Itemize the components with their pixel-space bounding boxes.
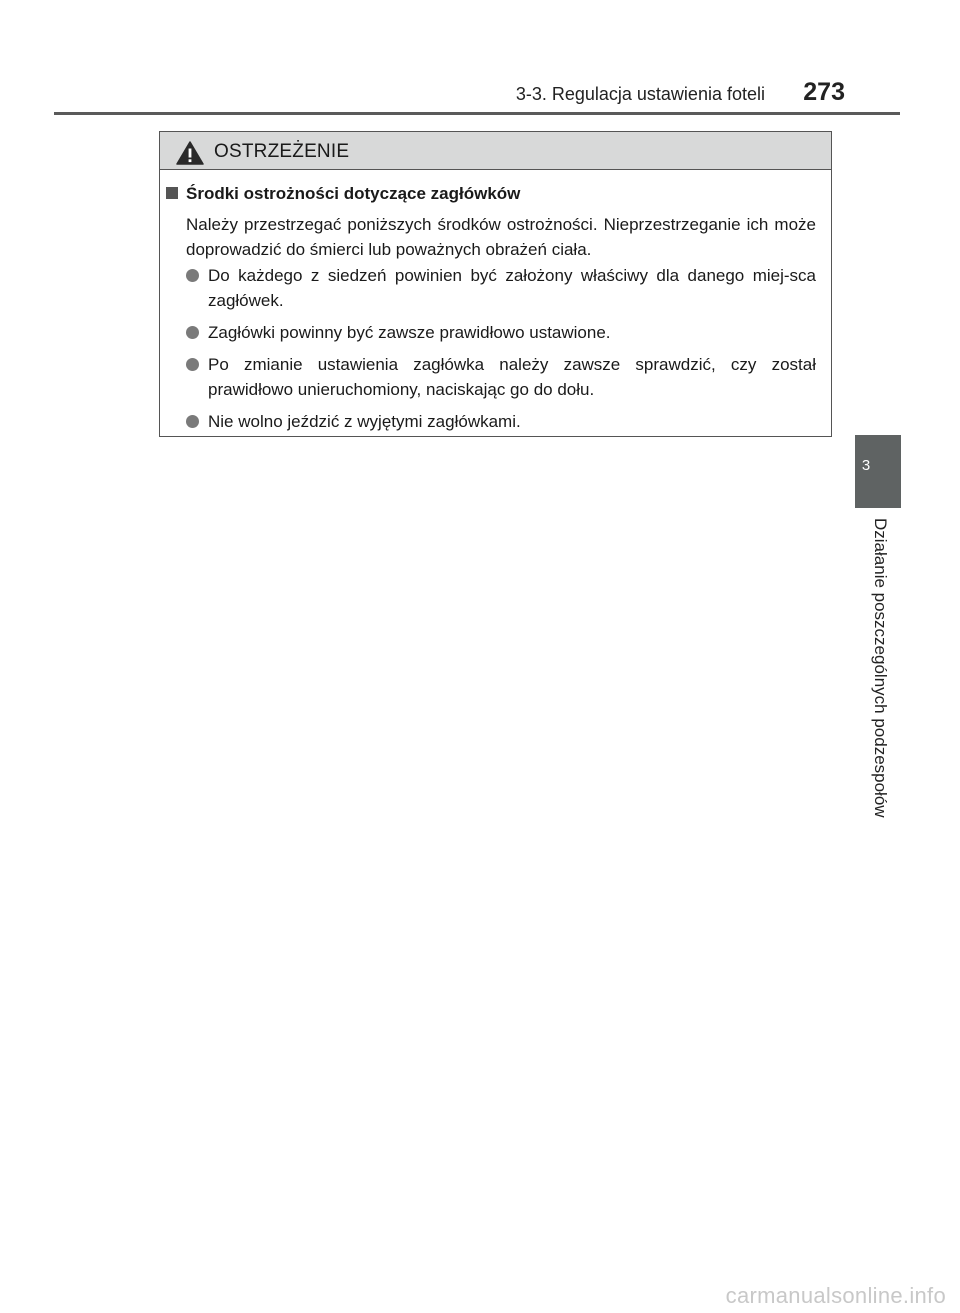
list-item	[186, 409, 816, 434]
bullet-dot-icon	[186, 326, 199, 339]
bullet-dot-icon	[186, 269, 199, 282]
intro-paragraph: Należy przestrzegać poniższych środków ostrożności. Nieprzestrzeganie ich może doprowadzić do śmierci lub poważnych obrażeń ciała.	[186, 215, 816, 259]
chapter-title: Działanie poszczególnych podzespołów	[871, 518, 890, 818]
list-item-text: Do każdego z siedzeń powinien być założony właściwy dla danego miej-sca zagłówek.	[208, 266, 816, 310]
header-divider	[54, 112, 900, 115]
warning-title: OSTRZEŻENIE	[214, 141, 350, 162]
square-bullet-icon	[166, 187, 178, 199]
warning-box	[159, 131, 832, 437]
chapter-number: 3	[861, 457, 871, 474]
list-item-text: Po zmianie ustawienia zagłówka należy zawsze sprawdzić, czy został prawidłowo unieruchomiony, naciskając go do dołu.	[208, 355, 816, 399]
page-number: 273	[803, 78, 845, 106]
chapter-tab	[855, 435, 901, 508]
bullet-dot-icon	[186, 358, 199, 371]
page-header	[0, 0, 960, 116]
precaution-list	[186, 263, 816, 441]
list-item	[186, 352, 816, 402]
bullet-dot-icon	[186, 415, 199, 428]
list-item	[186, 263, 816, 313]
list-item-text: Nie wolno jeździć z wyjętymi zagłówkami.	[208, 412, 521, 431]
list-item-text: Zagłówki powinny być zawsze prawidłowo ustawione.	[208, 323, 611, 342]
warning-triangle-icon	[176, 141, 204, 165]
section-title: 3-3. Regulacja ustawienia foteli	[515, 84, 765, 104]
list-item	[186, 320, 816, 345]
warning-header	[160, 132, 831, 170]
watermark: carmanualsonline.info	[725, 1283, 946, 1308]
section-heading	[166, 184, 520, 204]
section-heading-text: Środki ostrożności dotyczące zagłówków	[186, 184, 521, 203]
